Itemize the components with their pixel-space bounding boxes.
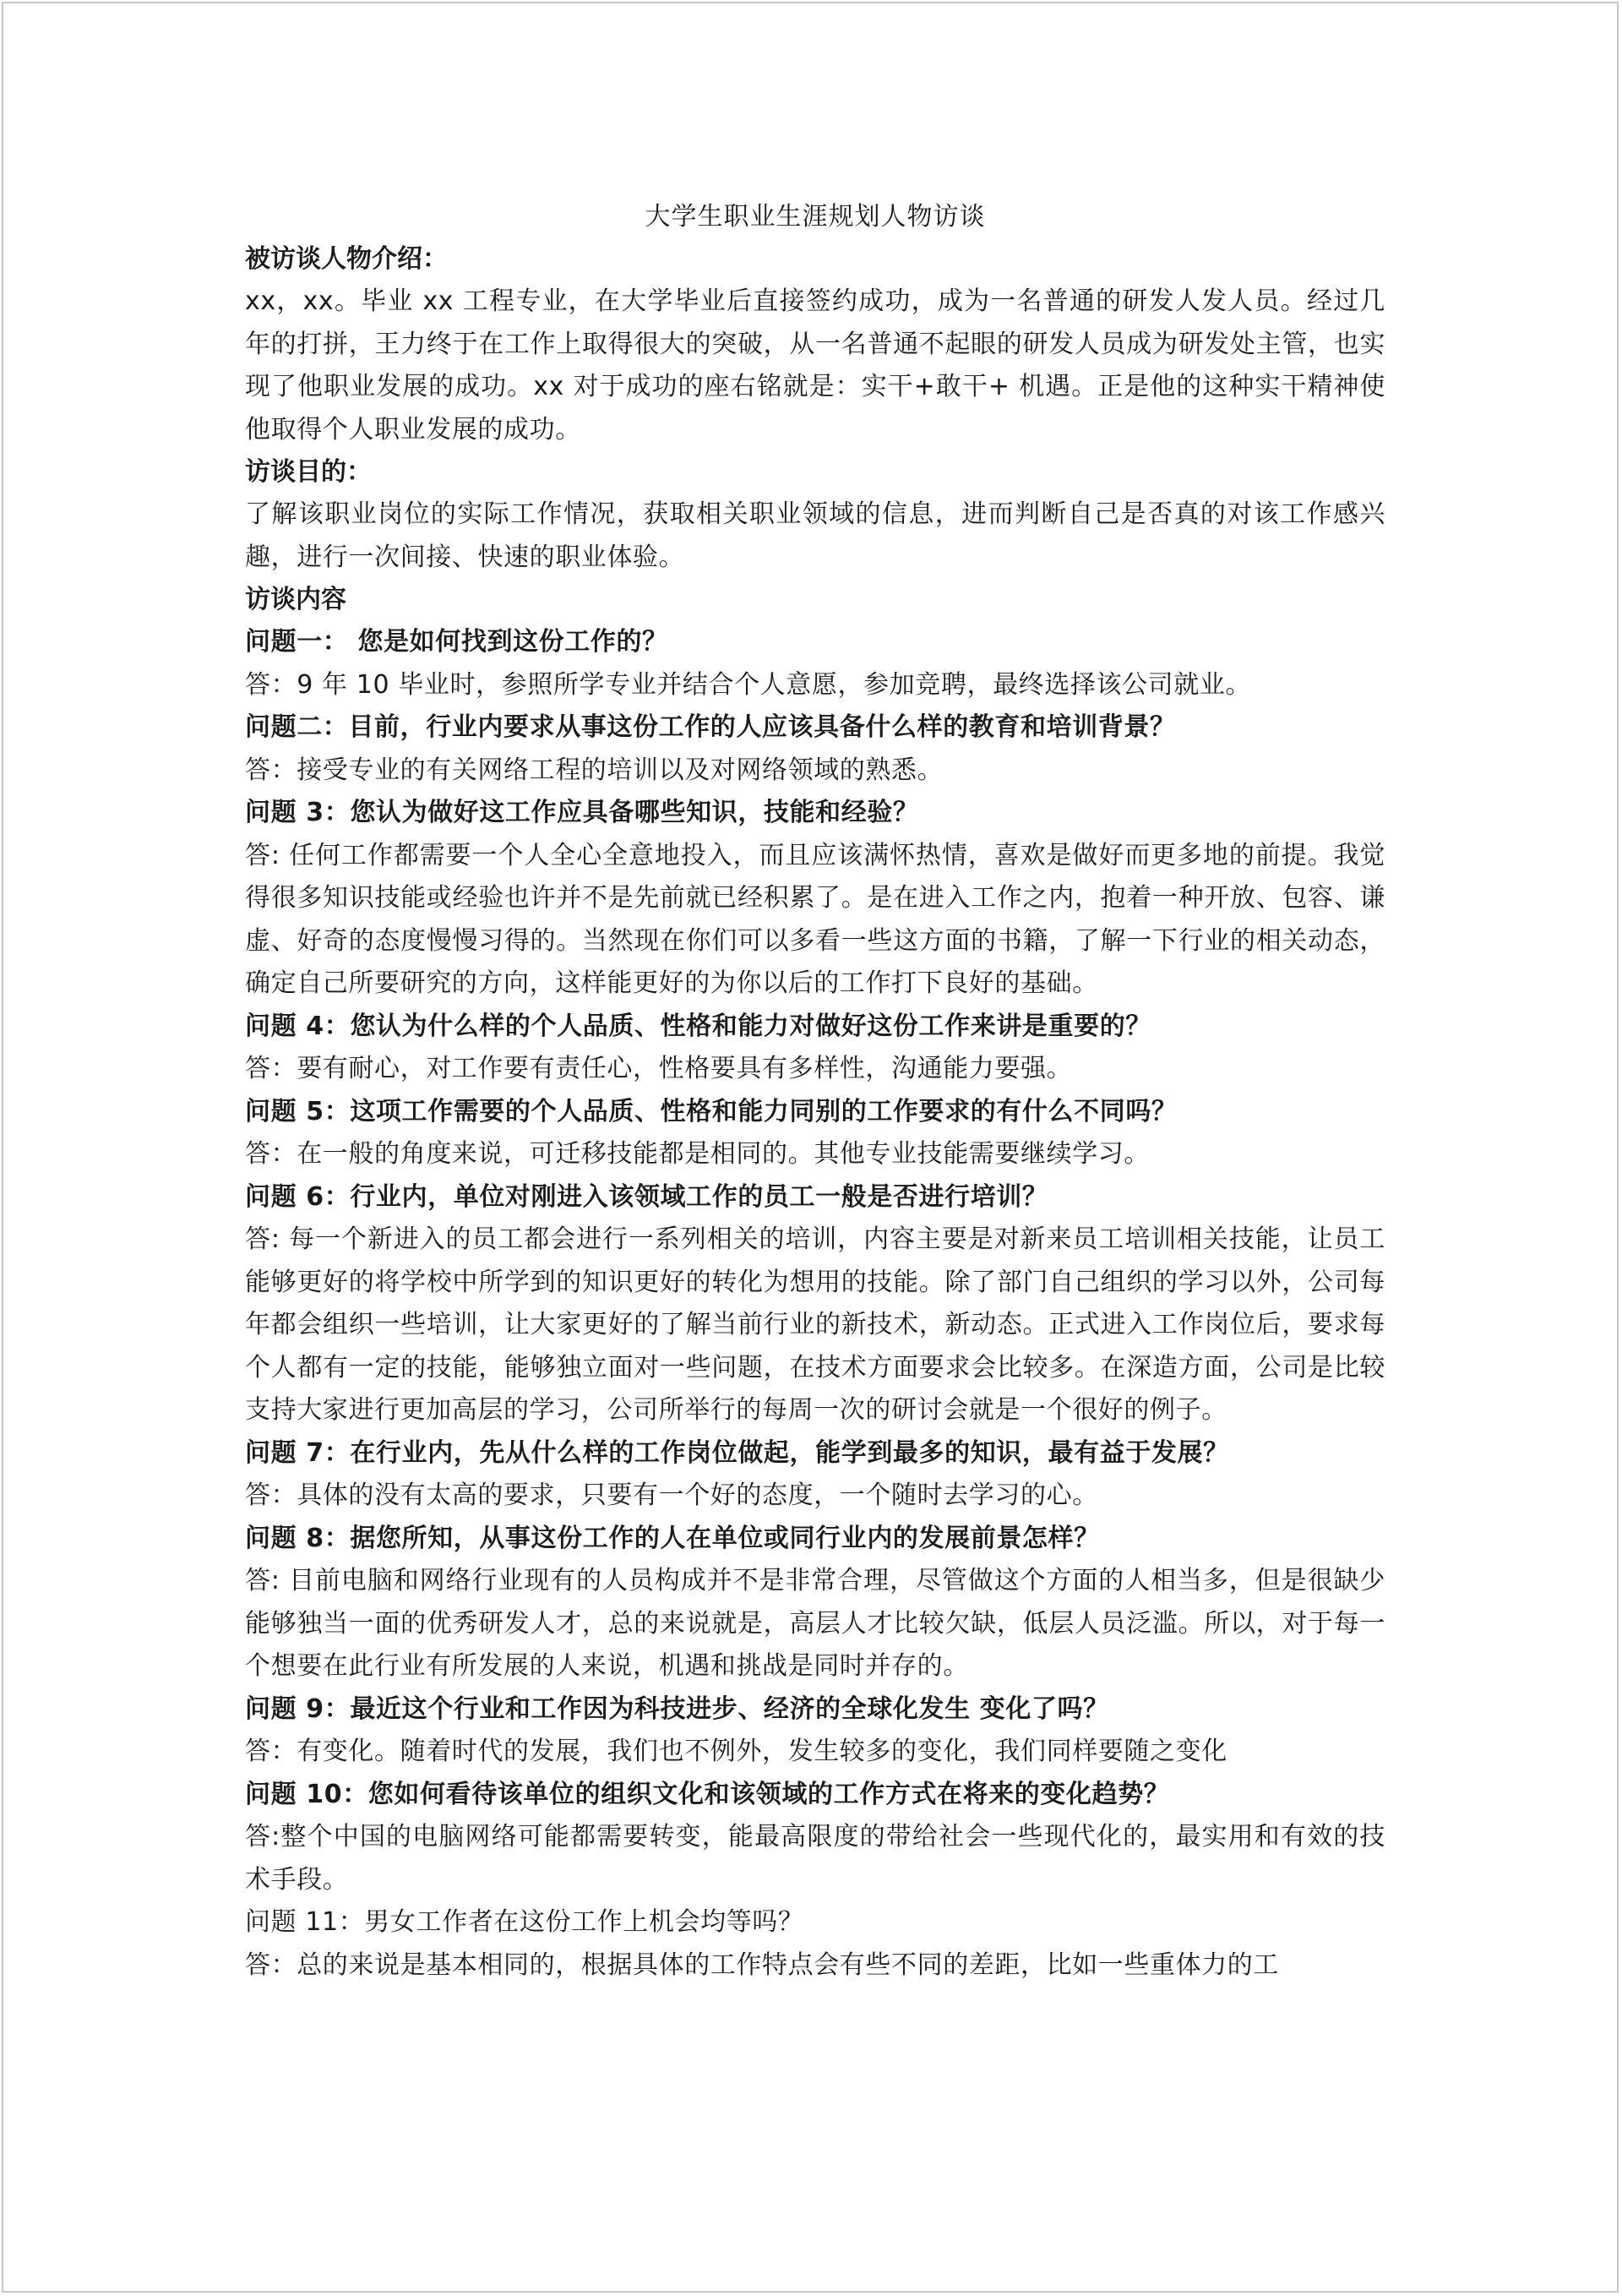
qa-item-2 [245,706,1385,792]
answer-5: 答：在一般的角度来说，可迁移技能都是相同的。其他专业技能需要继续学习。 [245,1139,1150,1169]
answer-3: 答: 任何工作都需要一个人全心全意地投入，而且应该满怀热情，喜欢是做好而更多地的前提。我觉得很多知识技能或经验也许并不是先前就已经积累了。是在进入工作之内，抱着一种开放、包容、谦虚、好奇的态度慢慢习得的。当然现在你们可以多看一些这方面的书籍，了解一下行业的相关动态，确定自己所要研究的方向，这样能更好的为你以后的工作打下良好的基础。 [245,840,1385,998]
intro-heading: 被访谈人物介绍： [245,244,448,274]
question-5: 问题 5：这项工作需要的个人品质、性格和能力同别的工作要求的有什么不同吗？ [245,1096,1178,1126]
answer-8: 答: 目前电脑和网络行业现有的人员构成并不是非常合理，尽管做这个方面的人相当多，但是很缺少能够独当一面的优秀研发人才，总的来说就是，高层人才比较欠缺，低层人员泛滥。所以，对于每一个想要在此行业有所发展的人来说，机遇和挑战是同时并存的。 [245,1566,1385,1681]
question-7: 问题 7：在行业内，先从什么样的工作岗位做起，能学到最多的知识，最有益于发展？ [245,1437,1229,1468]
answer-11: 答：总的来说是基本相同的，根据具体的工作特点会有些不同的差距，比如一些重体力的工 [245,1950,1279,1980]
qa-item-9 [245,1688,1385,1774]
qa-item-7 [245,1432,1385,1518]
document-title: 大学生职业生涯规划人物访谈 [645,202,986,232]
question-8: 问题 8：据您所知，从事这份工作的人在单位或同行业内的发展前景怎样？ [245,1523,1100,1553]
purpose-text: 了解该职业岗位的实际工作情况，获取相关职业领域的信息，进而判断自己是否真的对该工作感兴趣，进行一次间接、快速的职业体验。 [245,499,1385,572]
answer-1: 答：9 年 10 毕业时，参照所学专业并结合个人意愿，参加竞聘，最终选择该公司就业。 [245,669,1252,700]
question-11: 问题 11：男女工作者在这份工作上机会均等吗？ [245,1907,804,1937]
question-10: 问题 10：您如何看待该单位的组织文化和该领域的工作方式在将来的变化趋势？ [245,1779,1170,1809]
answer-10: 答:整个中国的电脑网络可能都需要转变，能最高限度的带给社会一些现代化的，最实用和有效的技术手段。 [245,1822,1385,1895]
question-6: 问题 6：行业内，单位对刚进入该领域工作的员工一般是否进行培训？ [245,1181,1048,1212]
qa-item-1 [245,621,1385,706]
answer-9: 答：有变化。随着时代的发展，我们也不例外，发生较多的变化，我们同样要随之变化 [245,1737,1227,1766]
intro-text: xx，xx。毕业 xx 工程专业，在大学毕业后直接签约成功，成为一名普通的研发人发人员。经过几年的打拼，王力终于在工作上取得很大的突破，从一名普通不起眼的研发人员成为研发处主管，也实现了他职业发展的成功。xx 对于成功的座右铭就是：实干+敢干+ 机遇。正是他的这种实干精神使他取得个人职业发展的成功。 [245,286,1385,444]
question-3: 问题 3：您认为做好这工作应具备哪些知识，技能和经验？ [245,798,919,827]
purpose-heading: 访谈目的： [245,457,372,487]
qa-item-8 [245,1518,1385,1688]
document-body [245,196,1385,1987]
qa-item-5 [245,1091,1385,1176]
question-4: 问题 4：您认为什么样的个人品质、性格和能力对做好这份工作来讲是重要的？ [245,1011,1151,1041]
answer-7: 答：具体的没有太高的要求，只要有一个好的态度，一个随时去学习的心。 [245,1481,1098,1510]
question-2: 问题二：目前，行业内要求从事这份工作的人应该具备什么样的教育和培训背景？ [245,712,1176,742]
answer-4: 答：要有耐心，对工作要有责任心，性格要具有多样性，沟通能力要强。 [245,1054,1073,1083]
question-9: 问题 9：最近这个行业和工作因为科技进步、经济的全球化发生 变化了吗？ [245,1693,1109,1724]
qa-item-11 [245,1901,1385,1987]
answer-6: 答: 每一个新进入的员工都会进行一系列相关的培训，内容主要是对新来员工培训相关技能，让员工能够更好的将学校中所学到的知识更好的转化为想用的技能。除了部门自己组织的学习以外，公司每年都会组织一些培训，让大家更好的了解当前行业的新技术，新动态。正式进入工作岗位后，要求每个人都有一定的技能，能够独立面对一些问题，在技术方面要求会比较多。在深造方面，公司是比较支持大家进行更加高层的学习，公司所举行的每周一次的研讨会就是一个很好的例子。 [245,1224,1385,1425]
qa-item-3 [245,792,1385,1006]
qa-item-10 [245,1774,1385,1902]
question-1: 问题一： 您是如何找到这份工作的？ [245,627,668,657]
content-heading: 访谈内容 [245,585,346,614]
answer-2: 答：接受专业的有关网络工程的培训以及对网络领域的熟悉。 [245,755,944,785]
qa-item-4 [245,1006,1385,1091]
qa-item-6 [245,1176,1385,1432]
